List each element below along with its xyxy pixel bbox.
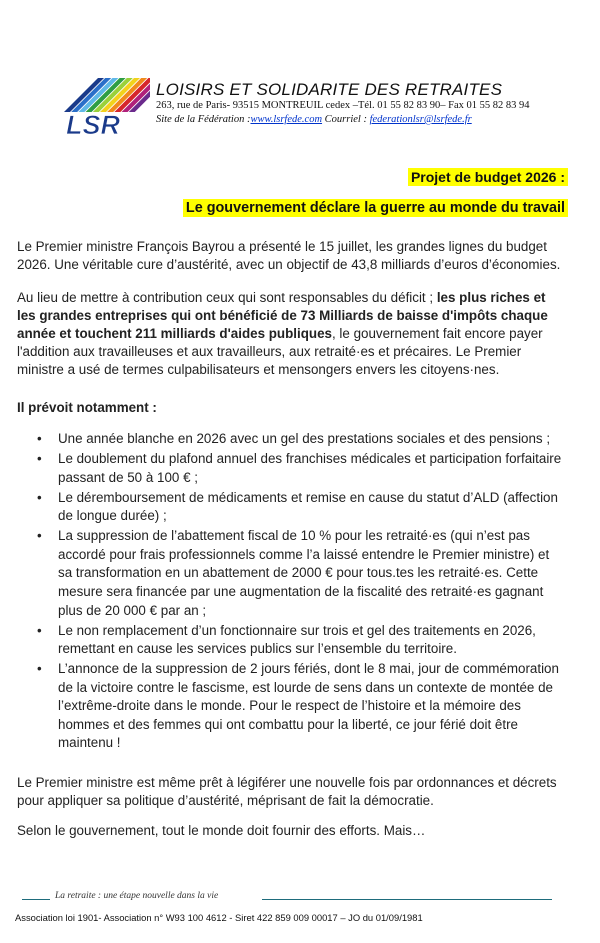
list-item <box>0 430 565 449</box>
org-address: 263, rue de Paris- 93515 MONTREUIL cedex –Tél. 01 55 82 83 90– Fax 01 55 82 83 94 <box>156 100 530 111</box>
ordinance-paragraph: Le Premier ministre est même prêt à légiférer une nouvelle fois par ordonnances et décrets pour appliquer sa politique d’austérité, méprisant de fait la démocratie. <box>17 775 557 808</box>
footer-tagline: La retraite : une étape nouvelle dans la vie <box>55 891 219 901</box>
list-item <box>0 527 565 620</box>
list-item-text: Le non remplacement d’un fonctionnaire sur trois et gel des traitements en 2026, remettant en cause les services publics sur l’ensemble du territoire. <box>58 622 536 657</box>
email-link[interactable]: federationlsr@lsrfede.fr <box>369 114 472 125</box>
lsr-logo <box>58 72 150 150</box>
bullet-icon: • <box>37 622 42 638</box>
footer-divider-left <box>22 899 50 900</box>
p2-part-d: Le Premier ministre a usé de termes culpabilisateurs et mensongers envers les citoyens·nes. <box>17 344 522 377</box>
list-item <box>0 450 565 487</box>
subtitle: Le gouvernement déclare la guerre au monde du travail <box>183 199 568 217</box>
org-contact <box>156 114 472 125</box>
list-item-text: Le déremboursement de médicaments et remise en cause du statut d’ALD (affection de longue durée) ; <box>58 489 558 524</box>
closing-paragraph: Selon le gouvernement, tout le monde doit fournir des efforts. Mais… <box>17 823 426 838</box>
footer-legal: Association loi 1901- Association n° W93 100 4612 - Siret 422 859 009 00017 – JO du 01/09/1981 <box>15 912 423 923</box>
context-paragraph <box>17 289 565 379</box>
list-item-text: Une année blanche en 2026 avec un gel des prestations sociales et des pensions ; <box>58 431 551 446</box>
list-item-text: La suppression de l’abattement fiscal de 10 % pour les retraité·es (qui n’est pas accordé pour frais professionnels comme l’a laissé entendre le Premier ministre) et sa transformation en un abattement de 2000 € pour tous.tes les retraité·es. Cette mesure sera financée par une augmentation de la fiscalité des retraité·es gagnant plus de 20 000 € par an ; <box>58 528 550 618</box>
list-item <box>0 622 565 659</box>
list-item-text: L’annonce de la suppression de 2 jours fériés, dont le 8 mai, jour de commémoration de la victoire contre le fascisme, est lourde de sens dans un contexte de montée de l’extrême-droite dans le monde. Pour le respect de l’histoire et la mémoire des hommes et des femmes qui ont combattu pour la liberté, ce jour férié doit être maintenu ! <box>58 661 559 751</box>
measures-list <box>0 430 565 754</box>
email-prefix: Courriel : <box>322 114 370 125</box>
p2-part-a: Au lieu de mettre à contribution ceux qui sont responsables du déficit ; <box>17 290 437 305</box>
list-item <box>0 489 565 526</box>
bullet-icon: • <box>37 528 42 544</box>
list-item-text: Le doublement du plafond annuel des franchises médicales et participation forfaitaire passant de 50 à 100 € ; <box>58 450 562 485</box>
site-prefix: Site de la Fédération : <box>156 114 251 125</box>
budget-title: Projet de budget 2026 : <box>408 168 568 186</box>
logo-text: LSR <box>66 110 120 140</box>
logo-rainbow-stripes <box>64 78 150 112</box>
measures-heading: Il prévoit notamment : <box>17 400 157 415</box>
p2-part-c: , le gouvernement fait encore payer l'addition aux travailleuses et aux travailleurs, aux retraité·es et précaires. <box>17 326 543 359</box>
footer-divider-right <box>262 899 552 900</box>
bullet-icon: • <box>37 661 42 677</box>
org-name: LOISIRS ET SOLIDARITE DES RETRAITES <box>156 80 503 99</box>
list-item <box>0 660 565 753</box>
bullet-icon: • <box>37 489 42 505</box>
site-link[interactable]: www.lsrfede.com <box>250 114 323 125</box>
bullet-icon: • <box>37 431 42 446</box>
bullet-icon: • <box>37 450 42 466</box>
intro-paragraph: Le Premier ministre François Bayrou a présenté le 15 juillet, les grandes lignes du budget 2026. Une véritable cure d’austérité, avec un objectif de 43,8 milliards d’euros d’économies. <box>17 239 561 272</box>
p2-part-b: les plus riches et les grandes entreprises qui ont bénéficié de 73 Milliards de baisse d'impôts chaque année et touchent 211 milliards d'aides publiques <box>17 290 548 341</box>
